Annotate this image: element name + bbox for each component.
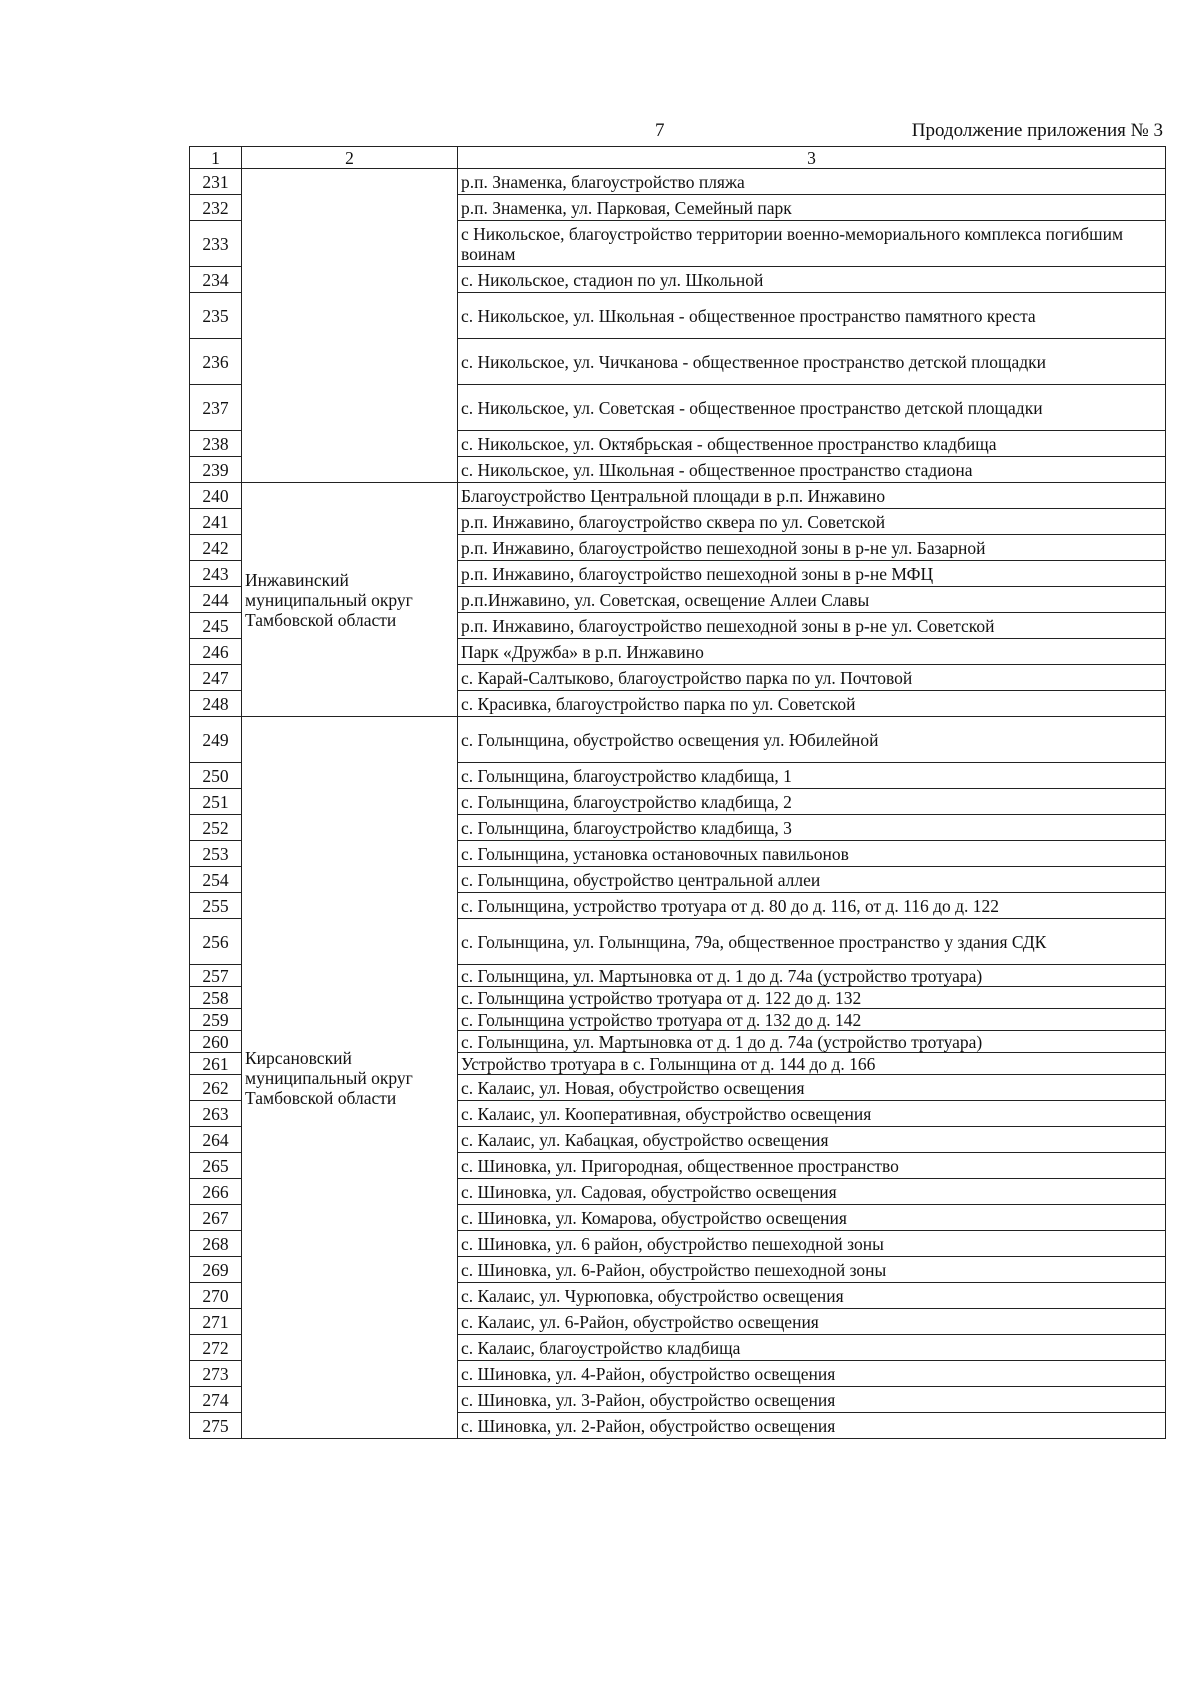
object-description: р.п. Знаменка, благоустройство пляжа <box>458 169 1166 195</box>
row-number: 238 <box>190 431 242 457</box>
object-description: с. Голынщина, обустройство освещения ул. Юбилейной <box>458 717 1166 763</box>
object-description: р.п. Инжавино, благоустройство пешеходной зоны в р-не ул. Базарной <box>458 535 1166 561</box>
objects-table <box>189 146 1166 1439</box>
object-description: р.п.Инжавино, ул. Советская, освещение Аллеи Славы <box>458 587 1166 613</box>
row-number: 267 <box>190 1205 242 1231</box>
row-number: 233 <box>190 221 242 267</box>
object-description: с. Шиновка, ул. 6-Район, обустройство пешеходной зоны <box>458 1257 1166 1283</box>
object-description: с. Шиновка, ул. 6 район, обустройство пешеходной зоны <box>458 1231 1166 1257</box>
object-description: с. Голынщина устройство тротуара от д. 122 до д. 132 <box>458 987 1166 1009</box>
row-number: 271 <box>190 1309 242 1335</box>
table-header-row <box>190 147 1166 169</box>
row-number: 245 <box>190 613 242 639</box>
object-description: с. Шиновка, ул. 2-Район, обустройство освещения <box>458 1413 1166 1439</box>
object-description: с. Никольское, ул. Советская - общественное пространство детской площадки <box>458 385 1166 431</box>
object-description: р.п. Инжавино, благоустройство пешеходной зоны в р-не ул. Советской <box>458 613 1166 639</box>
continuation-label: Продолжение приложения № 3 <box>911 120 1163 141</box>
row-number: 272 <box>190 1335 242 1361</box>
row-number: 259 <box>190 1009 242 1031</box>
row-number: 264 <box>190 1127 242 1153</box>
object-description: с. Никольское, ул. Октябрьская - общественное пространство кладбища <box>458 431 1166 457</box>
row-number: 234 <box>190 267 242 293</box>
object-description: с. Калаис, ул. Кооперативная, обустройство освещения <box>458 1101 1166 1127</box>
object-description: с. Шиновка, ул. 4-Район, обустройство освещения <box>458 1361 1166 1387</box>
object-description: с. Никольское, ул. Чичканова - общественное пространство детской площадки <box>458 339 1166 385</box>
object-description: с. Никольское, стадион по ул. Школьной <box>458 267 1166 293</box>
page-number: 7 <box>655 120 665 141</box>
object-description: с. Голынщина, ул. Мартыновка от д. 1 до д. 74а (устройство тротуара) <box>458 1031 1166 1053</box>
object-description: с. Шиновка, ул. Комарова, обустройство освещения <box>458 1205 1166 1231</box>
object-description: с. Шиновка, ул. 3-Район, обустройство освещения <box>458 1387 1166 1413</box>
object-description: с Никольское, благоустройство территории военно-мемориального комплекса погибшим воинам <box>458 221 1166 267</box>
object-description: с. Калаис, ул. Новая, обустройство освещения <box>458 1075 1166 1101</box>
row-number: 265 <box>190 1153 242 1179</box>
municipality-cell: Кирсановский муниципальный округ Тамбовской области <box>242 717 458 1439</box>
row-number: 239 <box>190 457 242 483</box>
row-number: 274 <box>190 1387 242 1413</box>
row-number: 231 <box>190 169 242 195</box>
row-number: 273 <box>190 1361 242 1387</box>
row-number: 243 <box>190 561 242 587</box>
table-body <box>190 147 1166 1439</box>
municipality-cell: Инжавинский муниципальный округ Тамбовской области <box>242 483 458 717</box>
row-number: 235 <box>190 293 242 339</box>
municipality-cell <box>242 169 458 483</box>
row-number: 270 <box>190 1283 242 1309</box>
object-description: с. Никольское, ул. Школьная - общественное пространство памятного креста <box>458 293 1166 339</box>
object-description: с. Шиновка, ул. Пригородная, общественное пространство <box>458 1153 1166 1179</box>
object-description: с. Голынщина, благоустройство кладбища, 3 <box>458 815 1166 841</box>
row-number: 247 <box>190 665 242 691</box>
row-number: 246 <box>190 639 242 665</box>
object-description: с. Голынщина, устройство тротуара от д. 80 до д. 116, от д. 116 до д. 122 <box>458 893 1166 919</box>
column-header-3: 3 <box>458 147 1166 169</box>
table-row <box>190 483 1166 509</box>
row-number: 232 <box>190 195 242 221</box>
row-number: 250 <box>190 763 242 789</box>
table-row <box>190 169 1166 195</box>
row-number: 268 <box>190 1231 242 1257</box>
row-number: 266 <box>190 1179 242 1205</box>
object-description: с. Калаис, ул. Кабацкая, обустройство освещения <box>458 1127 1166 1153</box>
row-number: 244 <box>190 587 242 613</box>
row-number: 258 <box>190 987 242 1009</box>
object-description: с. Шиновка, ул. Садовая, обустройство освещения <box>458 1179 1166 1205</box>
row-number: 260 <box>190 1031 242 1053</box>
row-number: 256 <box>190 919 242 965</box>
row-number: 262 <box>190 1075 242 1101</box>
row-number: 241 <box>190 509 242 535</box>
row-number: 253 <box>190 841 242 867</box>
row-number: 240 <box>190 483 242 509</box>
object-description: с. Голынщина, ул. Голынщина, 79а, общественное пространство у здания СДК <box>458 919 1166 965</box>
object-description: с. Карай-Салтыково, благоустройство парка по ул. Почтовой <box>458 665 1166 691</box>
object-description: с. Голынщина устройство тротуара от д. 132 до д. 142 <box>458 1009 1166 1031</box>
object-description: с. Никольское, ул. Школьная - общественное пространство стадиона <box>458 457 1166 483</box>
table-row <box>190 717 1166 763</box>
row-number: 248 <box>190 691 242 717</box>
row-number: 251 <box>190 789 242 815</box>
object-description: р.п. Знаменка, ул. Парковая, Семейный парк <box>458 195 1166 221</box>
object-description: Парк «Дружба» в р.п. Инжавино <box>458 639 1166 665</box>
row-number: 252 <box>190 815 242 841</box>
column-header-1: 1 <box>190 147 242 169</box>
object-description: с. Калаис, благоустройство кладбища <box>458 1335 1166 1361</box>
object-description: с. Голынщина, ул. Мартыновка от д. 1 до д. 74а (устройство тротуара) <box>458 965 1166 987</box>
object-description: с. Голынщина, обустройство центральной аллеи <box>458 867 1166 893</box>
object-description: Благоустройство Центральной площади в р.п. Инжавино <box>458 483 1166 509</box>
object-description: с. Красивка, благоустройство парка по ул. Советской <box>458 691 1166 717</box>
object-description: Устройство тротуара в с. Голынщина от д. 144 до д. 166 <box>458 1053 1166 1075</box>
row-number: 249 <box>190 717 242 763</box>
row-number: 236 <box>190 339 242 385</box>
row-number: 257 <box>190 965 242 987</box>
object-description: с. Голынщина, установка остановочных павильонов <box>458 841 1166 867</box>
object-description: с. Калаис, ул. 6-Район, обустройство освещения <box>458 1309 1166 1335</box>
column-header-2: 2 <box>242 147 458 169</box>
row-number: 237 <box>190 385 242 431</box>
object-description: с. Голынщина, благоустройство кладбища, 2 <box>458 789 1166 815</box>
row-number: 242 <box>190 535 242 561</box>
row-number: 269 <box>190 1257 242 1283</box>
object-description: с. Голынщина, благоустройство кладбища, 1 <box>458 763 1166 789</box>
row-number: 254 <box>190 867 242 893</box>
row-number: 255 <box>190 893 242 919</box>
row-number: 261 <box>190 1053 242 1075</box>
row-number: 275 <box>190 1413 242 1439</box>
object-description: с. Калаис, ул. Чурюповка, обустройство освещения <box>458 1283 1166 1309</box>
object-description: р.п. Инжавино, благоустройство пешеходной зоны в р-не МФЦ <box>458 561 1166 587</box>
object-description: р.п. Инжавино, благоустройство сквера по ул. Советской <box>458 509 1166 535</box>
row-number: 263 <box>190 1101 242 1127</box>
